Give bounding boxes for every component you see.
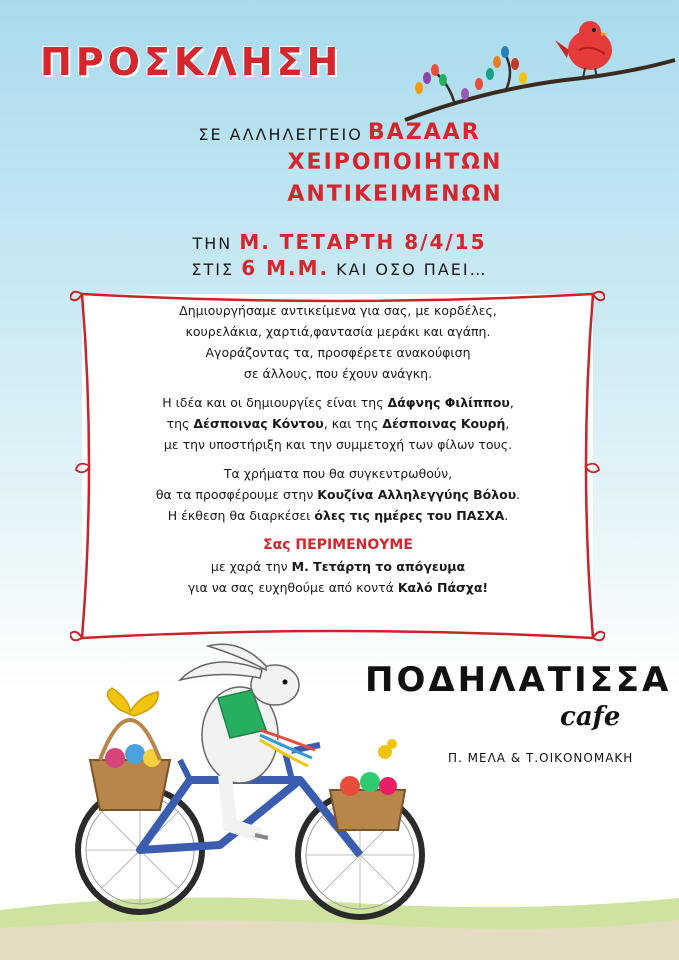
- bazaar-line-1: [0, 120, 679, 145]
- creator-name-2: Δέσποινας Κόντου: [193, 416, 324, 431]
- bazaar-line-3: ΑΝΤΙΚΕΙΜΕΝΩΝ: [287, 182, 503, 207]
- bunny-bicycle-illustration: [30, 640, 440, 930]
- page-title: ΠΡΟΣΚΛΗΣΗ: [40, 40, 343, 84]
- venue-logo-cafe: cafe: [560, 702, 621, 732]
- await-label: Σας ΠΕΡΙΜΕΝΟΥΜΕ: [263, 537, 413, 553]
- bazaar-intro: ΣΕ ΑΛΛΗΛΕΓΓΕΙΟ: [198, 125, 363, 144]
- time-suffix: ΚΑΙ ΟΣΟ ΠΑΕΙ…: [336, 260, 488, 279]
- message-paragraph-2: Η ιδέα και οι δημιουργίες είναι της Δάφνης Φιλίππου, της Δέσποινας Κόντου, και της Δέσποινας Κουρή, με την υποστήριξη και την συμμετοχή των φίλων τους.: [162, 395, 514, 452]
- event-date: Μ. ΤΕΤΑΡΤΗ 8/4/15: [239, 230, 487, 254]
- time-prefix: ΣΤΙΣ: [191, 260, 235, 279]
- message-body: [88, 300, 588, 598]
- message-paragraph-3: Τα χρήματα που θα συγκεντρωθούν, θα τα προσφέρουμε στην Κουζίνα Αλληλεγγύης Βόλου. Η έκθεση θα διαρκέσει όλες τις ημέρες του ΠΑΣΧΑ.: [155, 466, 521, 523]
- venue-logo: ΠΟΔΗΛΑΤΙΣΣΑ: [365, 660, 672, 700]
- message-paragraph-1: Δημιουργήσαμε αντικείμενα για σας, με κορδέλες, κουρελάκια, χαρτιά,φαντασία μεράκι και αγάπη. Αγοράζοντας τα, προσφέρετε ανακούφιση σε άλλους, που έχουν ανάγκη.: [179, 303, 497, 381]
- bazaar-word: BAZAAR: [367, 120, 481, 145]
- bazaar-line-2: ΧΕΙΡΟΠΟΙΗΤΩΝ: [287, 150, 503, 175]
- exhibition-days: όλες τις ημέρες του ΠΑΣΧΑ: [314, 508, 505, 523]
- date-prefix: ΤΗΝ: [192, 234, 233, 253]
- wish-day: Μ. Τετάρτη το απόγευμα: [291, 559, 466, 574]
- easter-wish: Καλό Πάσχα!: [397, 580, 489, 595]
- message-paragraph-4: Σας ΠΕΡΙΜΕΝΟΥΜΕ με χαρά την Μ. Τετάρτη το απόγευμα για να σας ευχηθούμε από κοντά Καλό Πάσχα!: [187, 537, 489, 595]
- event-time: 6 Μ.Μ.: [241, 256, 330, 280]
- bird-branch-illustration: [395, 10, 679, 130]
- beneficiary-org: Κουζίνα Αλληλεγγύης Βόλου: [317, 487, 517, 502]
- creator-name-3: Δέσποινας Κουρή: [382, 416, 506, 431]
- event-date-line: [0, 230, 679, 254]
- event-time-line: [0, 256, 679, 280]
- venue-address: Π. ΜΕΛΑ & Τ.ΟΙΚΟΝΟΜΑΚΗ: [448, 751, 634, 765]
- creator-name-1: Δάφνης Φιλίππου: [387, 395, 510, 410]
